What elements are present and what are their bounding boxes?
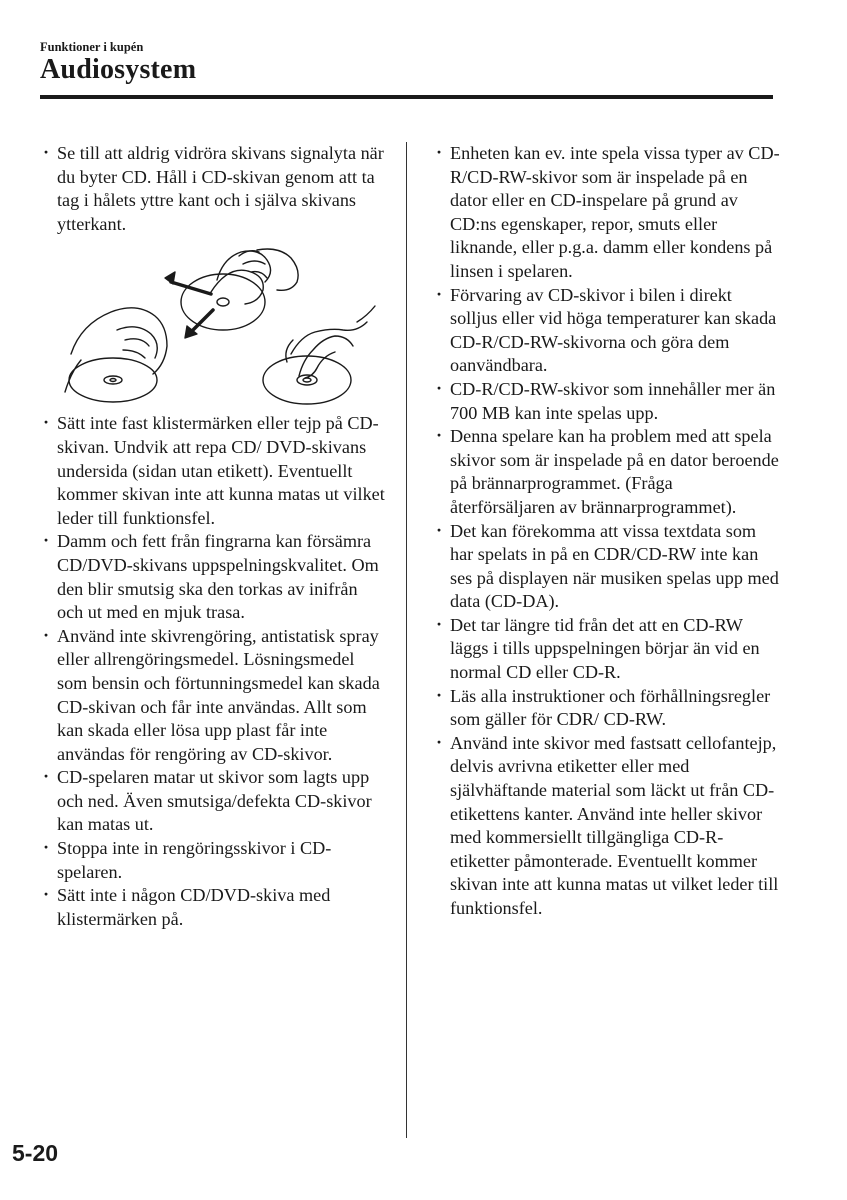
list-item-text: Det tar längre tid från det att en CD-RW läggs i tills uppspelningen börjar än vid en normal CD eller CD-R. bbox=[450, 614, 760, 683]
page-number: 5-20 bbox=[12, 1140, 59, 1166]
bullet-icon: · bbox=[43, 884, 50, 905]
list-item-text: Stoppa inte in rengöringsskivor i CD-spelaren. bbox=[57, 838, 332, 882]
list-item-text: Damm och fett från fingrarna kan försämra CD/DVD-skivans uppspelningskvalitet. Om den blir smutsig ska den torkas av inifrån och ut med en mjuk trasa. bbox=[57, 531, 379, 623]
list-item-text: Det kan förekomma att vissa textdata som har spelats in på en CDR/CD-RW inte kan ses på displayen när musiken spelas upp med data (CD-DA). bbox=[450, 520, 779, 612]
list-item bbox=[43, 412, 388, 530]
bullet-icon: · bbox=[43, 412, 50, 433]
list-item bbox=[436, 142, 781, 284]
list-item-text: CD-R/CD-RW-skivor som innehåller mer än 700 MB kan inte spelas upp. bbox=[450, 378, 776, 423]
bullet-icon: · bbox=[436, 684, 443, 705]
section-label: Funktioner i kupén bbox=[40, 40, 144, 54]
list-item-text: Se till att aldrig vidröra skivans signalyta när du byter CD. Håll i CD-skivan genom att ta tag i hålets yttre kant och i själva skivans ytterkant. bbox=[57, 143, 384, 234]
list-item-text: Sätt inte i någon CD/DVD-skiva med klistermärken på. bbox=[57, 885, 331, 929]
bullet-icon: · bbox=[43, 837, 50, 858]
cd-handling-illustration bbox=[61, 242, 381, 410]
list-item-text: Förvaring av CD-skivor i bilen i direkt solljus eller vid höga temperaturer kan skada CD-R/CD-RW-skivorna och göra dem oanvändbara. bbox=[450, 284, 777, 376]
title-divider bbox=[40, 95, 773, 99]
list-item bbox=[436, 732, 781, 921]
list-item-text: Sätt inte fast klistermärken eller tejp på CD-skivan. Undvik att repa CD/ DVD-skivans undersida (sidan utan etikett). Eventuellt kommer skivan inte att kunna matas ut vilket leder till funktionsfel. bbox=[57, 413, 385, 528]
bullet-icon: · bbox=[436, 731, 443, 752]
bullet-icon: · bbox=[43, 766, 50, 787]
list-item-text: CD-spelaren matar ut skivor som lagts upp och ned. Även smutsiga/defekta CD-skivor kan matas ut. bbox=[57, 767, 372, 835]
bullet-icon: · bbox=[436, 519, 443, 540]
list-item-text: Enheten kan ev. inte spela vissa typer av CD-R/CD-RW-skivor som är inspelade på en dator eller en CD-inspelare på grund av CD:ns egenskaper, repor, smuts eller liknande, eller p.g.a. damm eller kondens på linsen i spelaren. bbox=[450, 143, 780, 281]
right-column bbox=[436, 142, 781, 921]
bullet-icon: · bbox=[43, 142, 50, 162]
bullet-icon: · bbox=[43, 624, 50, 645]
list-item-text: Använd inte skivrengöring, antistatisk spray eller allrengöringsmedel. Lösningsmedel som bensin och förtunningsmedel kan skada CD-skivan och får inte användas. Allt som kan skada eller lösa upp plast får inte användas för rengöring av CD-skivor. bbox=[57, 625, 380, 764]
list-item bbox=[436, 425, 781, 519]
bullet-icon: · bbox=[43, 530, 50, 551]
bullet-icon: · bbox=[436, 142, 443, 162]
list-item-text: Denna spelare kan ha problem med att spela skivor som är inspelade på en dator beroende på brännarprogrammet. (Fråga återförsäljaren av brännarprogrammet). bbox=[450, 426, 779, 517]
page-title: Audiosystem bbox=[40, 54, 197, 85]
bullet-icon: · bbox=[436, 425, 443, 446]
list-item bbox=[43, 142, 388, 236]
list-item-text: Läs alla instruktioner och förhållningsregler som gäller för CDR/ CD-RW. bbox=[450, 685, 771, 730]
bullet-icon: · bbox=[436, 283, 443, 304]
list-item bbox=[43, 884, 388, 931]
list-item bbox=[436, 520, 781, 614]
column-divider bbox=[406, 142, 407, 1138]
list-item-text: Använd inte skivor med fastsatt cellofantejp, delvis avrivna etiketter eller med självhäftande material som läckt ut från CD-etikettens kanter. Använd inte heller skivor med kommersiellt tillgängliga CD-R-etiketter påmonterade. Eventuellt kommer skivan inte att kunna matas ut vilket leder till funktionsfel. bbox=[450, 732, 779, 918]
list-item bbox=[436, 284, 781, 378]
list-item bbox=[43, 766, 388, 837]
cd-handling-drawing bbox=[61, 242, 381, 410]
list-item bbox=[43, 530, 388, 624]
bullet-icon: · bbox=[436, 613, 443, 634]
left-column bbox=[43, 142, 388, 931]
list-item bbox=[436, 614, 781, 685]
list-item bbox=[436, 685, 781, 732]
list-item bbox=[43, 837, 388, 884]
bullet-icon: · bbox=[436, 377, 443, 398]
list-item bbox=[436, 378, 781, 425]
list-item bbox=[43, 625, 388, 767]
